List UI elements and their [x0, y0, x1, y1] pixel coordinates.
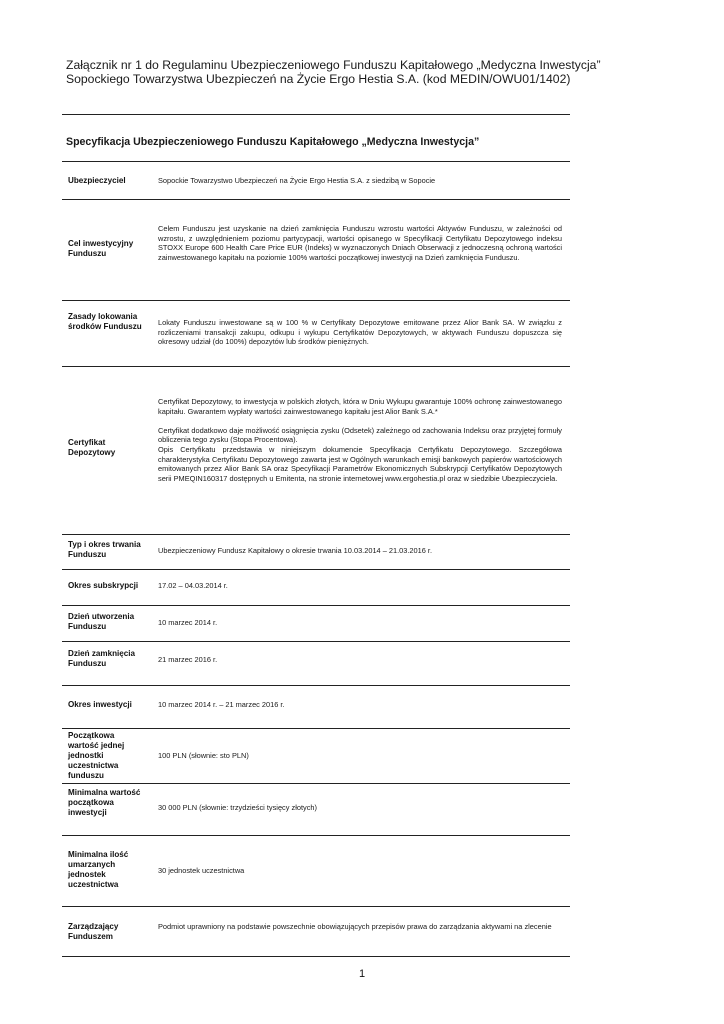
row-paragraph: Lokaty Funduszu inwestowane są w 100 % w Certyfikaty Depozytowe emitowane przez Alior Bank SA. W związku z rozliczeniami transakcji zakupu, odkupu i wykupu Certyfikatów Depozytowych, w aktywach Funduszu dopuszcza się okresowy udział (do 100%) depozytów lub środków pieniężnych. — [158, 318, 562, 347]
row-paragraph: 17.02 – 04.03.2014 r. — [158, 581, 228, 590]
row-value — [158, 922, 562, 932]
row-typ-i-okres — [62, 535, 570, 568]
row-paragraph: Opis Certyfikatu przedstawia w niniejszym dokumencie Specyfikacja Certyfikatu Depozytowego. Szczegółowa charakterystyka Certyfikatu Depozytowego zawarta jest w Ogólnych warunkach emisji bankowych papierów wartościowych emitowanych przez Alior Bank SA oraz Specyfikacji Parametrów Ekonomicznych Subskrypcji Certyfikatów Depozytowych serii PMEQIN160317 dostępnych u Emitenta, na stronie internetowej www.ergohestia.pl oraz w siedzibie Ubezpieczyciela. — [158, 444, 562, 483]
row-paragraph: 21 marzec 2016 r. — [158, 655, 218, 664]
document-header — [66, 58, 686, 86]
row-label: Ubezpieczyciel — [68, 176, 126, 185]
row-label: Minimalna ilość umarzanych jednostek uczestnictwa — [68, 850, 129, 889]
rule-top — [62, 114, 570, 115]
row-cel-inwestycyjny — [62, 200, 570, 300]
row-ubezpieczyciel — [62, 163, 570, 198]
page-number: 1 — [358, 968, 366, 980]
row-value — [158, 751, 562, 761]
row-value — [158, 546, 562, 556]
row-paragraph: 100 PLN (słownie: sto PLN) — [158, 751, 249, 760]
row-label: Okres inwestycji — [68, 700, 132, 709]
row-paragraph: 30 000 PLN (słownie: trzydzieści tysięcy złotych) — [158, 803, 317, 812]
header-line-1: Załącznik nr 1 do Regulaminu Ubezpieczeniowego Funduszu Kapitałowego „Medyczna Inwestycja” — [66, 58, 601, 72]
row-certyfikat-depozytowy — [62, 367, 570, 533]
row-paragraph: Sopockie Towarzystwo Ubezpieczeń na Życie Ergo Hestia S.A. z siedzibą w Sopocie — [158, 176, 436, 185]
row-value — [158, 803, 562, 813]
row-paragraph: Celem Funduszu jest uzyskanie na dzień zamknięcia Funduszu wzrostu wartości Aktywów Funduszu, w zależności od wzrostu, z uwzględnieniem poziomu partycypacji, wartości opisanego w Specyfikacji Certyfikatu Depozytowego indeksu STOXX Europe 600 Health Care Price EUR (Indeks) w wyznaczonych Dniach Obserwacji z jednoczesną ochroną wartości zainwestowanego kapitału na poziomie 100% wartości początkowej inwestycji na Dzień zamknięcia Funduszu. — [158, 224, 562, 262]
row-label: Dzień utworzenia Funduszu — [68, 612, 135, 631]
row-paragraph: Podmiot uprawniony na podstawie powszechnie obowiązujących przepisów prawa do zarządzania aktywami na zlecenie — [158, 922, 552, 931]
row-paragraph: 10 marzec 2014 r. — [158, 618, 218, 627]
row-paragraph: Ubezpieczeniowy Fundusz Kapitałowy o okresie trwania 10.03.2014 – 21.03.2016 r. — [158, 546, 433, 555]
row-paragraph: 10 marzec 2014 r. – 21 marzec 2016 r. — [158, 700, 285, 709]
row-label: Zasady lokowania środków Funduszu — [68, 312, 142, 331]
row-value — [158, 655, 562, 665]
row-dzien-utworzenia — [62, 606, 570, 640]
row-paragraph: 30 jednostek uczestnictwa — [158, 866, 245, 875]
row-label: Typ i okres trwania Funduszu — [68, 540, 141, 559]
row-okres-inwestycji — [62, 686, 570, 727]
row-value — [158, 618, 562, 628]
row-value — [158, 700, 562, 710]
row-label: Cel inwestycyjny Funduszu — [68, 239, 134, 258]
row-value — [158, 397, 562, 483]
row-label: Dzień zamknięcia Funduszu — [68, 649, 136, 668]
header-line-2: Sopockiego Towarzystwa Ubezpieczeń na Życie Ergo Hestia S.A. (kod MEDIN/OWU01/1402) — [66, 72, 571, 86]
row-value — [158, 318, 562, 347]
rule-under-title — [62, 161, 570, 162]
row-label: Zarządzający Funduszem — [68, 922, 119, 941]
rule-bottom — [62, 956, 570, 957]
row-label: Certyfikat Depozytowy — [68, 438, 116, 457]
row-minimalna-wartosc — [62, 784, 570, 834]
row-zasady-lokowania — [62, 301, 570, 365]
row-paragraph: Certyfikat Depozytowy, to inwestycja w polskich złotych, która w Dniu Wykupu gwarantuje 100% ochronę zainwestowanego kapitału. Gwarantem wypłaty wartości zainwestowanego kapitału jest Alior Bank S.A.* — [158, 397, 562, 416]
row-zarzadzajacy — [62, 907, 570, 955]
row-value — [158, 581, 562, 591]
row-label: Minimalna wartość początkowa inwestycji — [68, 788, 141, 817]
row-poczatkowa-wartosc-jednostki — [62, 729, 570, 782]
specification-title: Specyfikacja Ubezpieczeniowego Funduszu Kapitałowego „Medyczna Inwestycja” — [66, 136, 480, 148]
row-minimalna-ilosc — [62, 836, 570, 906]
row-dzien-zamkniecia — [62, 642, 570, 684]
row-paragraph: Certyfikat dodatkowo daje możliwość osiągnięcia zysku (Odsetek) zależnego od zachowania Indeksu oraz przyjętej formuły obliczenia tego zysku (Stopa Procentowa). — [158, 425, 562, 445]
row-value — [158, 224, 562, 262]
row-value — [158, 866, 562, 876]
row-okres-subskrypcji — [62, 570, 570, 605]
row-label: Początkowa wartość jednej jednostki uczestnictwa funduszu — [68, 731, 125, 780]
row-value — [158, 176, 562, 186]
row-label: Okres subskrypcji — [68, 581, 139, 590]
